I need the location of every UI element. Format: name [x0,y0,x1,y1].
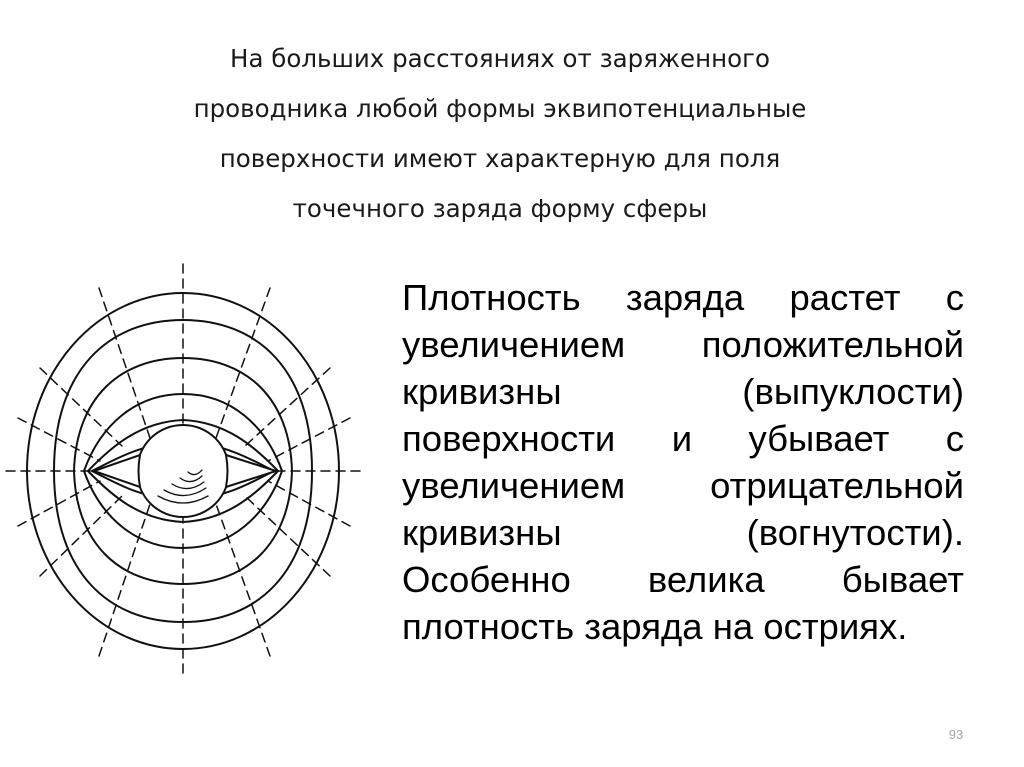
body-word: и [671,418,693,459]
field-line [99,504,150,656]
equipotential-diagram [0,258,380,688]
body-word: кривизны [402,371,562,412]
field-line [99,288,150,438]
body-word: отрицательной [710,465,964,506]
body-word: плотность заряда на остриях. [402,606,908,647]
field-line [40,368,122,446]
slide-title [0,34,1000,234]
body-line [402,368,964,415]
title-line: На больших расстояниях от заряженного [230,44,770,73]
body-word: положительной [701,324,964,365]
body-word: велика [647,559,765,600]
body-line [402,415,964,462]
body-word: убывает [748,418,890,459]
body-line [402,556,964,603]
body-line [402,274,964,321]
body-line [402,509,964,556]
body-word: Плотность [402,277,581,318]
body-word: (вогнутости). [746,512,964,553]
left-tip [94,455,140,487]
body-word: увеличением [402,465,626,506]
title-line: поверхности имеют характерную для поля [219,144,781,173]
page-number: 93 [948,727,964,742]
body-word: увеличением [402,324,626,365]
title-line: проводника любой формы эквипотенциальные [193,94,807,123]
body-line [402,321,964,368]
body-word: Особенно [402,559,571,600]
body-word: с [945,277,964,318]
body-line [402,603,964,650]
body-word: заряда [625,277,745,318]
body-line [402,462,964,509]
body-word: бывает [841,559,964,600]
body-word: (выпуклости) [742,371,964,412]
body-text [402,274,964,650]
body-word: растет [789,277,901,318]
body-word: с [945,418,964,459]
body-word: поверхности [402,418,616,459]
body-word: кривизны [402,512,562,553]
title-line: точечного заряда форму сферы [292,194,708,223]
